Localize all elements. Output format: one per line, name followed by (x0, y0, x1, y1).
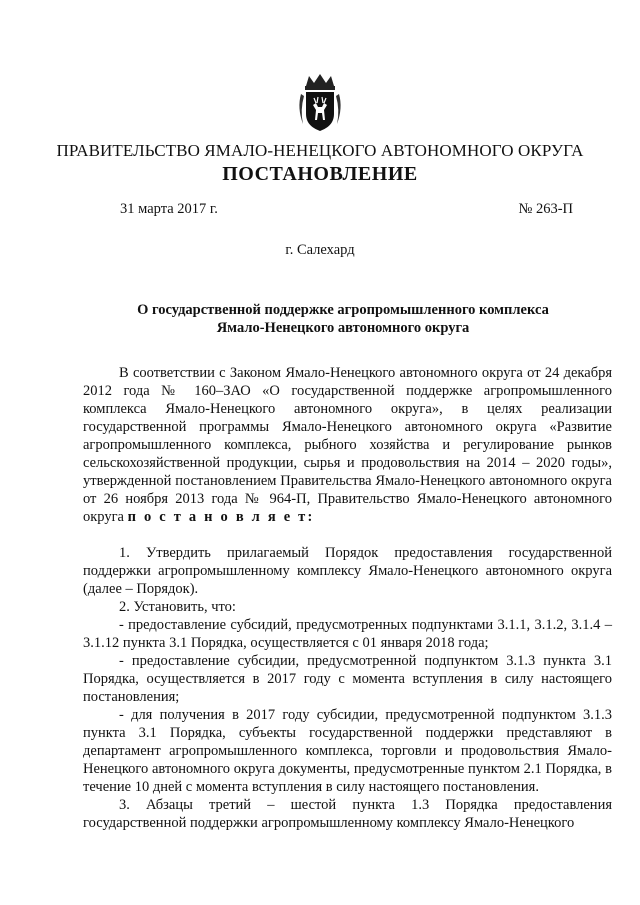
document-kind: ПОСТАНОВЛЕНИЕ (222, 163, 418, 185)
subject-line-2: Ямало-Ненецкого автономного округа (216, 320, 470, 336)
government-title: ПРАВИТЕЛЬСТВО ЯМАЛО-НЕНЕЦКОГО АВТОНОМНОГО ОКРУГА (56, 141, 584, 160)
paragraph-2: 2. Установить, что: (119, 599, 236, 615)
paragraph-5: - для получения в 2017 году субсидии, предусмотренной подпунктом 3.1.3 пункта 3.1 Порядка, субъекты государственной поддержки представляют в департамент агропромышленного комплекса, торговли и продовольствия Ямало-Ненецкого автономного округа документы, предусмотренные пунктом 2.1 Порядка, в течение 10 дней с момента вступления в силу настоящего постановления. (83, 707, 612, 795)
preamble-paragraph (83, 364, 612, 526)
document-body (83, 364, 612, 832)
paragraph-4: - предоставление субсидии, предусмотренной подпунктом 3.1.3 пункта 3.1 Порядка, осуществляется в 2017 году с момента вступления в силу настоящего постановления; (83, 653, 612, 705)
document-subject (80, 301, 606, 337)
document-number: № 263-П (518, 201, 573, 217)
document-date: 31 марта 2017 г. (120, 201, 218, 217)
preamble-text: В соответствии с Законом Ямало-Ненецкого автономного округа от 24 декабря 2012 года № 160–ЗАО «О государственной поддержке агропромышленного комплекса Ямало-Ненецкого автономного округа», в целях реализации государственной программы Ямало-Ненецкого автономного округа «Развитие агропромышленного комплекса, рыбного хозяйства и регулирование рынков сельскохозяйственной продукции, сырья и продовольствия на 2014 – 2020 годы», утвержденной постановлением Правительства Ямало-Ненецкого автономного округа от 26 ноября 2013 года № 964-П, Правительство Ямало-Ненецкого автономного округа (83, 365, 612, 525)
paragraph-6: 3. Абзацы третий – шестой пункта 1.3 Порядка предоставления государственной поддержки агропромышленному комплексу Ямало-Ненецкого (83, 797, 612, 831)
subject-line-1: О государственной поддержке агропромышленного комплекса (137, 302, 549, 318)
paragraph-3: - предоставление субсидий, предусмотренных подпунктами 3.1.1, 3.1.2, 3.1.4 – 3.1.12 пункта 3.1 Порядка, осуществляется с 01 января 2018 года; (83, 617, 612, 651)
decree-word: п о с т а н о в л я е т: (127, 509, 315, 525)
paragraph-1: 1. Утвердить прилагаемый Порядок предоставления государственной поддержки агропромышленному комплексу Ямало-Ненецкого автономного округа (далее – Порядок). (83, 545, 612, 597)
document-city: г. Салехард (285, 242, 355, 258)
coat-of-arms-icon (297, 72, 343, 134)
